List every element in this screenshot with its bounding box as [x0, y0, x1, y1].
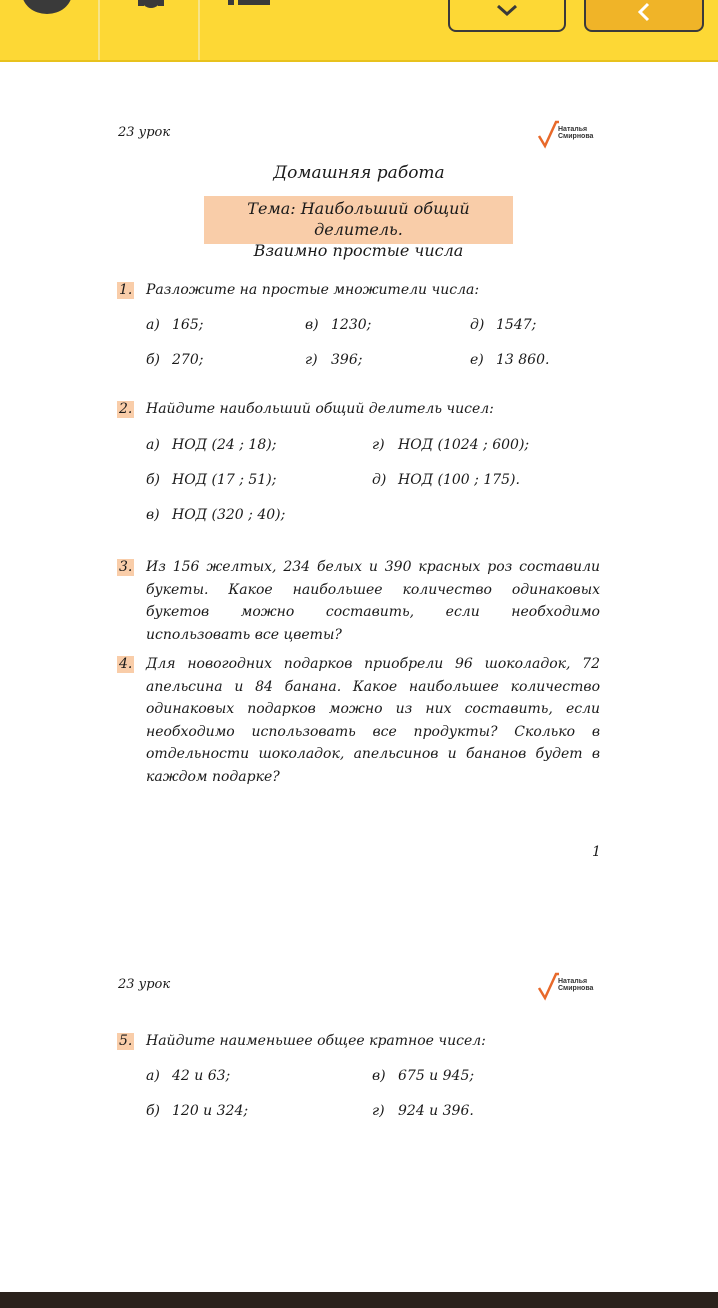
- task-item: [146, 1068, 230, 1085]
- item-value: 1547;: [496, 317, 537, 333]
- item-letter: в): [305, 317, 319, 333]
- task-item: [146, 472, 276, 489]
- bottom-bar: [0, 1292, 718, 1308]
- item-letter: б): [146, 1103, 161, 1119]
- task-item: [470, 317, 536, 334]
- gear-icon[interactable]: [133, 0, 169, 12]
- task-item: [146, 317, 203, 334]
- logo-name: Наталья: [558, 978, 588, 985]
- logo-checkmark-icon: [537, 118, 559, 150]
- item-letter: а): [146, 317, 160, 333]
- item-value: 120 и 324;: [172, 1103, 249, 1119]
- topic-line: Взаимно простые числа: [253, 241, 464, 260]
- page-number: 1: [592, 844, 601, 860]
- task-item: [146, 437, 276, 454]
- item-letter: в): [372, 1068, 386, 1084]
- task-item: [372, 1068, 474, 1085]
- logo-surname: Смирнова: [558, 133, 594, 140]
- item-value: 924 и 396.: [398, 1103, 474, 1119]
- task-item: [470, 352, 549, 369]
- item-letter: а): [146, 1068, 160, 1084]
- task-item: [146, 1103, 248, 1120]
- logo-checkmark-icon: [537, 970, 559, 1002]
- task-number: 1.: [119, 282, 133, 298]
- menu-icon[interactable]: [228, 0, 272, 10]
- item-value: НОД (100 ; 175).: [398, 472, 520, 488]
- item-letter: б): [146, 472, 161, 488]
- toolbar-divider: [98, 0, 100, 60]
- item-value: НОД (17 ; 51);: [172, 472, 277, 488]
- task-paragraph: Для новогодних подарков приобрели 96 шоколадок, 72 апельсина и 84 банана. Какое наибольшее количество одинаковых подарков можно из них составить, если необходимо использовать все продукты? Сколько в отдельности шоколадок, апельсинов и бананов будет в каждом подарке?: [146, 656, 600, 785]
- task-item: [372, 472, 520, 489]
- top-toolbar: [0, 0, 718, 62]
- task-number: 4.: [119, 656, 133, 672]
- author-logo: [537, 970, 607, 1002]
- task-item: [372, 1103, 474, 1120]
- toolbar-outline-button[interactable]: [448, 0, 566, 32]
- item-letter: г): [305, 352, 318, 368]
- item-letter: г): [372, 437, 385, 453]
- task-item: [372, 437, 529, 454]
- task-number: 2.: [119, 401, 133, 417]
- item-value: 13 860.: [496, 352, 550, 368]
- item-letter: а): [146, 437, 160, 453]
- logo-surname: Смирнова: [558, 985, 594, 992]
- item-letter: д): [470, 317, 485, 333]
- item-value: 1230;: [331, 317, 372, 333]
- item-value: НОД (1024 ; 600);: [398, 437, 530, 453]
- toolbar-primary-button[interactable]: [584, 0, 704, 32]
- page-title: Домашняя работа: [273, 163, 445, 183]
- item-value: 165;: [172, 317, 204, 333]
- item-letter: д): [372, 472, 387, 488]
- task-item: [305, 352, 362, 369]
- item-letter: в): [146, 507, 160, 523]
- task-item: [146, 352, 203, 369]
- task-item: [305, 317, 371, 334]
- item-value: 396;: [331, 352, 363, 368]
- lesson-label: 23 урок: [118, 977, 171, 992]
- task-number: 3.: [119, 559, 133, 575]
- toolbar-divider: [198, 0, 200, 60]
- task-text: Найдите наименьшее общее кратное чисел:: [146, 1033, 486, 1049]
- task-text: Найдите наибольший общий делитель чисел:: [146, 401, 494, 417]
- lesson-label: 23 урок: [118, 125, 171, 140]
- logo-text: [558, 126, 593, 140]
- item-value: 675 и 945;: [398, 1068, 475, 1084]
- item-letter: е): [470, 352, 484, 368]
- task-number: 5.: [119, 1033, 133, 1049]
- chevron-icon: [586, 0, 702, 32]
- logo-name: Наталья: [558, 126, 588, 133]
- item-letter: г): [372, 1103, 385, 1119]
- task-paragraph: Из 156 желтых, 234 белых и 390 красных роз составили букеты. Какое наибольшее количество одинаковых букетов можно составить, если необходимо использовать все цветы?: [146, 559, 600, 643]
- item-letter: б): [146, 352, 161, 368]
- item-value: НОД (320 ; 40);: [172, 507, 286, 523]
- topic-box: [204, 196, 513, 260]
- author-logo: [537, 118, 607, 150]
- logo-text: [558, 978, 593, 992]
- task-text: Разложите на простые множители числа:: [146, 282, 480, 298]
- item-value: НОД (24 ; 18);: [172, 437, 277, 453]
- topic-line: Тема: Наибольший общий делитель.: [247, 199, 470, 239]
- task-item: [146, 507, 285, 524]
- avatar-icon[interactable]: [22, 0, 72, 14]
- item-value: 270;: [172, 352, 204, 368]
- item-value: 42 и 63;: [172, 1068, 231, 1084]
- chevron-icon: [450, 0, 564, 32]
